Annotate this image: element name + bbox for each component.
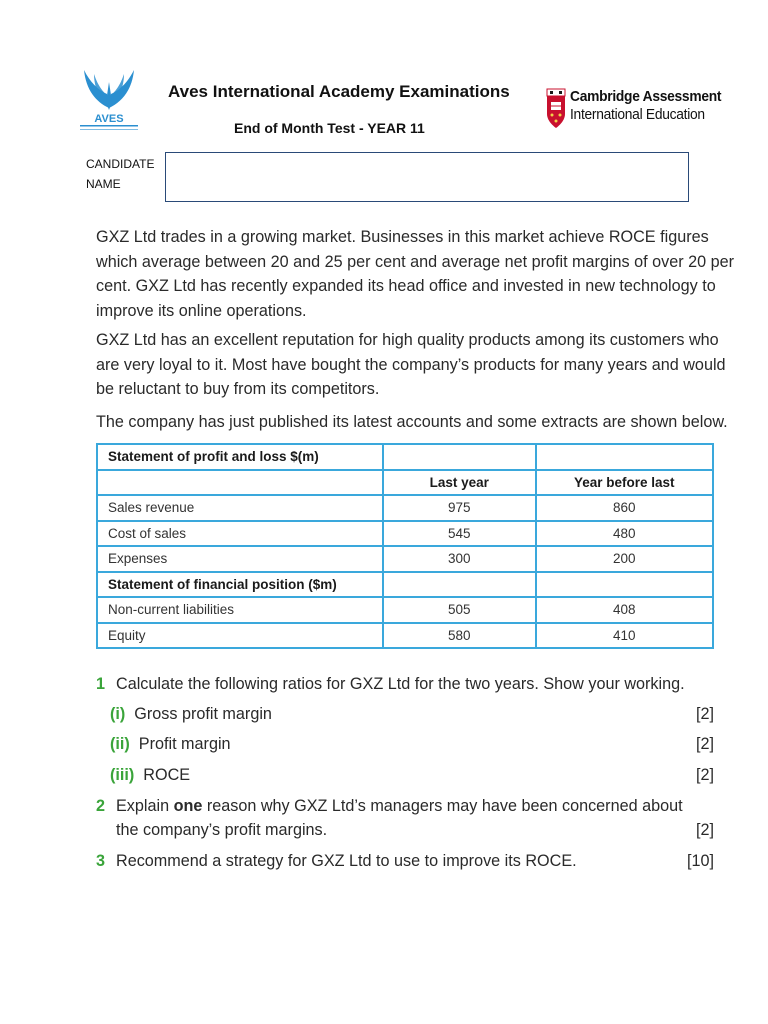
column-header-year-before-last: Year before last <box>536 470 713 496</box>
table-cell <box>536 444 713 470</box>
intro-paragraph-2: GXZ Ltd has an excellent reputation for high quality products among its customers who are very loyal to it. Most have bought the company’s products for many years and would be reluctant to buy from its competitors. <box>96 331 726 398</box>
table-row <box>97 572 713 598</box>
cambridge-line-2: International Education <box>570 106 705 123</box>
value-last-year: 580 <box>383 623 536 649</box>
table-row <box>97 495 713 521</box>
accounts-table <box>96 443 714 649</box>
question-text: ROCE <box>143 766 191 784</box>
aves-logo <box>74 62 144 134</box>
question-marks: [2] <box>696 705 714 723</box>
exam-subtitle: End of Month Test - YEAR 11 <box>234 120 425 136</box>
row-label: Equity <box>97 623 383 649</box>
table-row <box>97 521 713 547</box>
question-marks: [2] <box>696 735 714 753</box>
question-text-post: reason why GXZ Ltd’s managers may have been concerned about <box>202 797 683 815</box>
question-text: Gross profit margin <box>134 705 272 723</box>
question-2 <box>96 794 714 818</box>
question-1 <box>96 672 714 696</box>
table-row <box>97 470 713 496</box>
question-number: 3 <box>96 852 106 870</box>
question-part-label: (iii) <box>110 766 135 784</box>
table-cell <box>97 470 383 496</box>
question-text: Recommend a strategy for GXZ Ltd to use to improve its ROCE. <box>116 852 577 870</box>
value-year-before-last: 410 <box>536 623 713 649</box>
value-year-before-last: 200 <box>536 546 713 572</box>
row-label: Non-current liabilities <box>97 597 383 623</box>
question-1-i <box>110 702 714 726</box>
question-text-emphasis: one <box>173 797 203 815</box>
intro-paragraph-3: The company has just published its latest accounts and some extracts are shown below. <box>96 413 728 431</box>
question-text-pre: Explain <box>116 797 174 815</box>
question-text: Calculate the following ratios for GXZ Ltd for the two years. Show your working. <box>116 675 685 693</box>
question-2-line-2 <box>116 818 714 842</box>
value-last-year: 300 <box>383 546 536 572</box>
question-3 <box>96 849 714 873</box>
question-1-iii <box>110 763 714 787</box>
table-cell <box>383 444 536 470</box>
intro-paragraph-1: GXZ Ltd trades in a growing market. Businesses in this market achieve ROCE figures which average between 20 and 25 per cent and average net profit margins of over 20 per cent. GXZ Ltd has recently expanded its head office and invested in new technology to improve its online operations. <box>96 228 735 320</box>
question-1-ii <box>110 732 714 756</box>
question-text: Profit margin <box>138 735 231 753</box>
table-row <box>97 546 713 572</box>
value-last-year: 975 <box>383 495 536 521</box>
table-row <box>97 444 713 470</box>
column-header-last-year: Last year <box>383 470 536 496</box>
aves-logo-text: AVES <box>94 113 124 125</box>
exam-title: Aves International Academy Examinations <box>168 82 510 101</box>
value-year-before-last: 408 <box>536 597 713 623</box>
value-last-year: 545 <box>383 521 536 547</box>
cambridge-logo <box>546 88 734 130</box>
value-year-before-last: 480 <box>536 521 713 547</box>
question-number: 1 <box>96 675 106 693</box>
table-row <box>97 597 713 623</box>
question-marks: [10] <box>686 852 714 870</box>
section-heading-financial-position: Statement of financial position ($m) <box>97 572 383 598</box>
row-label: Sales revenue <box>97 495 383 521</box>
question-number: 2 <box>96 797 106 815</box>
cambridge-line-1: Cambridge Assessment <box>570 88 722 105</box>
question-marks: [2] <box>696 766 714 784</box>
table-cell <box>536 572 713 598</box>
candidate-name-field[interactable] <box>165 152 689 202</box>
candidate-label-line-2: NAME <box>86 177 121 191</box>
cambridge-shield-icon <box>546 88 566 130</box>
candidate-name-label <box>86 154 154 194</box>
question-text: the company’s profit margins. <box>116 821 328 839</box>
row-label: Expenses <box>97 546 383 572</box>
question-part-label: (i) <box>110 705 126 723</box>
candidate-label-line-1: CANDIDATE <box>86 157 155 171</box>
value-last-year: 505 <box>383 597 536 623</box>
question-marks: [2] <box>696 821 714 839</box>
value-year-before-last: 860 <box>536 495 713 521</box>
row-label: Cost of sales <box>97 521 383 547</box>
section-heading-profit-loss: Statement of profit and loss $(m) <box>97 444 383 470</box>
question-part-label: (ii) <box>110 735 130 753</box>
table-cell <box>383 572 536 598</box>
table-row <box>97 623 713 649</box>
